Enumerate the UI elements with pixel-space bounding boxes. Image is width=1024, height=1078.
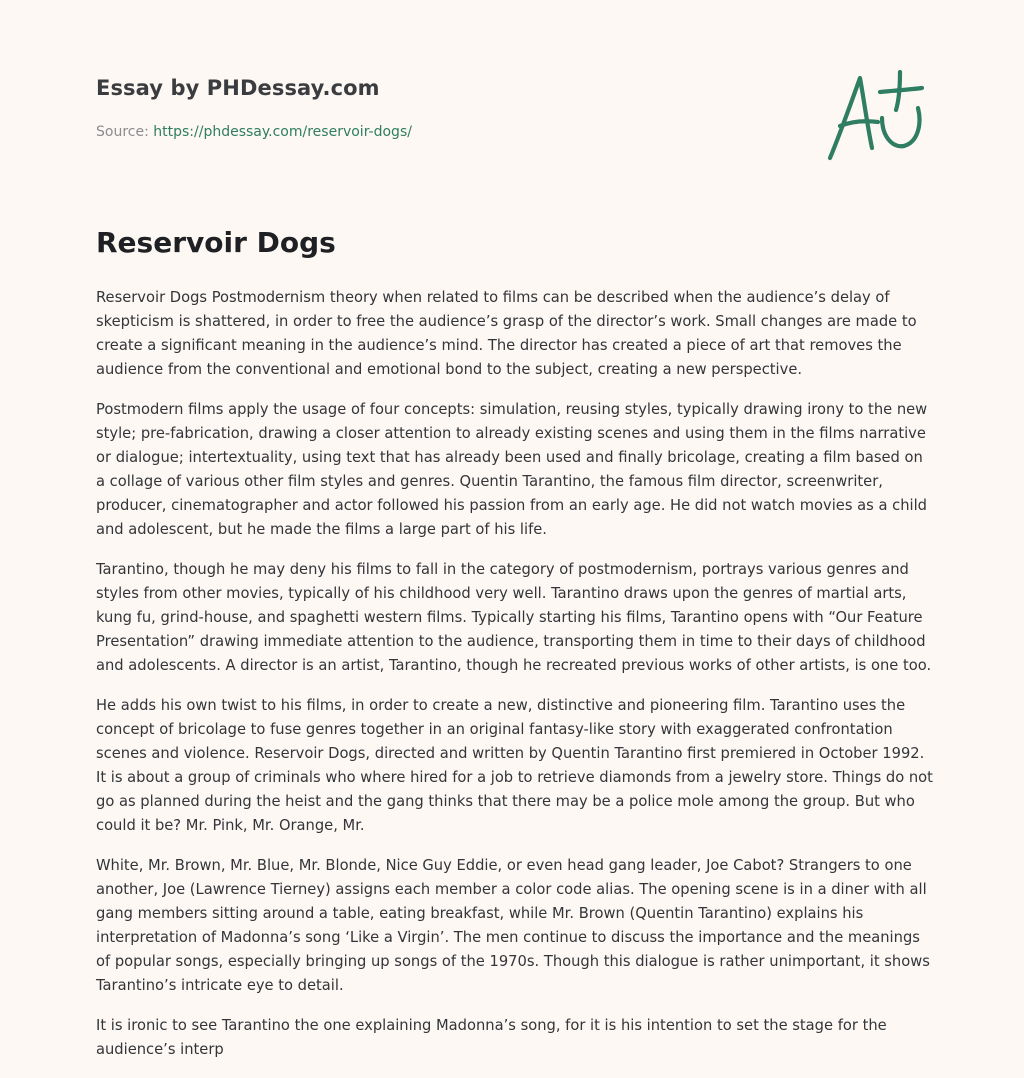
source-line: [96, 124, 412, 140]
essay-paragraph: He adds his own twist to his films, in order to create a new, distinctive and pioneering film. Tarantino uses the concept of bricolage to fuse genres together in an original fantasy-like story with exaggerated confrontation scenes and violence. Reservoir Dogs, directed and written by Quentin Tarantino first premiered in October 1992. It is about a group of criminals who where hired for a job to retrieve diamonds from a jewelry store. Things do not go as planned during the heist and the gang thinks that there may be a police mole among the group. But who could it be? Mr. Pink, Mr. Orange, Mr.: [96, 697, 933, 834]
source-label: Source:: [96, 124, 154, 140]
essay-paragraph: Postmodern films apply the usage of four concepts: simulation, reusing styles, typically drawing irony to the new style; pre-fabrication, drawing a closer attention to already existing scenes and using them in the films narrative or dialogue; intertextuality, using text that has already been used and finally bricolage, creating a film based on a collage of various other film styles and genres. Quentin Tarantino, the famous film director, screenwriter, producer, cinematographer and actor followed his passion from an early age. He did not watch movies as a child and adolescent, but he made the films a large part of his life.: [96, 401, 928, 538]
essay-paragraph: Reservoir Dogs Postmodernism theory when related to films can be described when the audience’s delay of skepticism is shattered, in order to free the audience’s grasp of the director’s work. Small changes are made to create a significant meaning in the audience’s mind. The director has created a piece of art that removes the audience from the conventional and emotional bond to the subject, creating a new perspective.: [96, 289, 917, 378]
essay-paragraph: Tarantino, though he may deny his films to fall in the category of postmodernism, portrays various genres and styles from other movies, typically of his childhood very well. Tarantino draws upon the genres of martial arts, kung fu, grind-house, and spaghetti western films. Typically starting his films, Tarantino opens with “Our Feature Presentation” drawing immediate attention to the audience, transporting them in time to their days of childhood and adolescents. A director is an artist, Tarantino, though he recreated previous works of other artists, is one too.: [96, 561, 932, 674]
site-title: Essay by PHDessay.com: [96, 76, 380, 100]
a-plus-grade-icon: [820, 66, 928, 166]
essay-paragraph: It is ironic to see Tarantino the one explaining Madonna’s song, for it is his intention to set the stage for the audience’s interp: [96, 1017, 887, 1058]
essay-paragraph: White, Mr. Brown, Mr. Blue, Mr. Blonde, Nice Guy Eddie, or even head gang leader, Joe Cabot? Strangers to one another, Joe (Lawrence Tierney) assigns each member a color code alias. The opening scene is in a diner with all gang members sitting around a table, eating breakfast, while Mr. Brown (Quentin Tarantino) explains his interpretation of Madonna’s song ‘Like a Virgin’. The men continue to discuss the importance and the meanings of popular songs, especially bringing up songs of the 1970s. Though this dialogue is rather unimportant, it shows Tarantino’s intricate eye to detail.: [96, 857, 930, 994]
document-title: Reservoir Dogs: [96, 226, 336, 259]
essay-body: [96, 286, 936, 1078]
source-link[interactable]: https://phdessay.com/reservoir-dogs/: [153, 124, 412, 140]
